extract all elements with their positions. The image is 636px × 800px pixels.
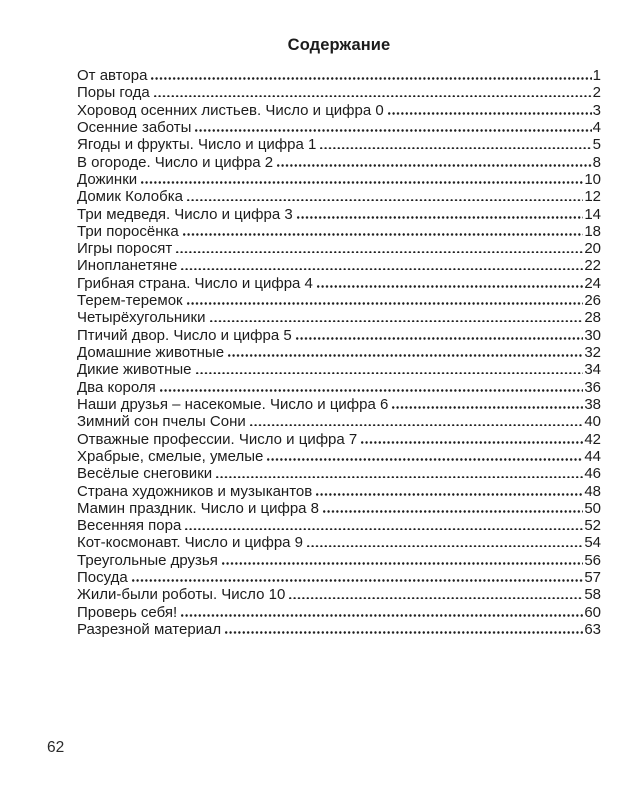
toc-entry (77, 569, 601, 586)
toc-entry-page: 48 (584, 482, 601, 500)
dot-leader (221, 562, 583, 565)
toc-entry-title: Домашние животные (77, 344, 225, 361)
folio-page-number: 62 (47, 739, 65, 756)
toc-entry-page: 63 (584, 621, 601, 638)
toc-entry-page: 14 (584, 205, 601, 223)
toc-entry-page: 1 (592, 67, 601, 84)
toc-entry (77, 327, 601, 344)
toc-entry-title: Три медведя. Число и цифра 3 (77, 205, 293, 223)
dot-leader (184, 528, 583, 531)
toc-entry-title: Весёлые снеговики (77, 465, 213, 483)
toc-entry-page: 40 (584, 413, 601, 431)
dot-leader (296, 216, 584, 219)
toc-entry (77, 413, 601, 430)
toc-entry-title: Четырёхугольники (77, 309, 206, 327)
toc-entry (77, 534, 601, 551)
dot-leader (180, 268, 583, 271)
toc-entry (77, 275, 601, 292)
toc-entry-page: 56 (584, 551, 601, 569)
toc-list (77, 67, 601, 638)
toc-entry (77, 604, 601, 621)
toc-entry-title: Грибная страна. Число и цифра 4 (77, 274, 313, 292)
dot-leader (306, 545, 583, 548)
toc-entry (77, 154, 601, 171)
toc-entry-page: 32 (584, 344, 601, 361)
toc-entry-title: Весенняя пора (77, 517, 182, 535)
toc-entry-title: Осенние заботы (77, 118, 192, 136)
toc-entry-title: Инопланетяне (77, 257, 178, 275)
toc-entry-page: 5 (592, 136, 601, 154)
toc-entry-page: 12 (584, 188, 601, 206)
dot-leader (180, 614, 583, 617)
toc-entry-page: 26 (584, 292, 601, 310)
toc-entry-title: Наши друзья – насекомые. Число и цифра 6 (77, 395, 389, 413)
toc-entry (77, 396, 601, 413)
dot-leader (387, 112, 592, 115)
dot-leader (295, 337, 584, 340)
toc-entry-page: 46 (584, 465, 601, 483)
toc-entry-title: Посуда (77, 569, 128, 587)
toc-entry (77, 102, 601, 119)
toc-entry-page: 2 (592, 84, 601, 102)
toc-entry-page: 24 (584, 274, 601, 292)
toc-entry-page: 44 (584, 447, 601, 465)
toc-entry (77, 309, 601, 326)
toc-entry-page: 4 (592, 118, 601, 136)
toc-entry (77, 465, 601, 482)
dot-leader (319, 147, 591, 150)
toc-entry-title: Кот-космонавт. Число и цифра 9 (77, 534, 304, 552)
toc-entry-title: Проверь себя! (77, 603, 178, 621)
toc-entry (77, 552, 601, 569)
toc-entry-title: Мамин праздник. Число и цифра 8 (77, 499, 320, 517)
toc-entry-title: Дикие животные (77, 361, 192, 379)
toc-entry-page: 18 (584, 222, 601, 240)
toc-entry-title: От автора (77, 67, 148, 84)
dot-leader (186, 199, 583, 202)
dot-leader (227, 354, 583, 357)
toc-entry-title: Отважные профессии. Число и цифра 7 (77, 430, 358, 448)
toc-entry-title: Три поросёнка (77, 222, 179, 240)
toc-entry (77, 136, 601, 153)
toc-entry-title: Птичий двор. Число и цифра 5 (77, 326, 292, 344)
dot-leader (182, 233, 584, 236)
dot-leader (159, 389, 584, 392)
dot-leader (186, 302, 584, 305)
toc-entry-title: Зимний сон пчелы Сони (77, 413, 246, 431)
toc-entry (77, 448, 601, 465)
toc-entry (77, 500, 601, 517)
page-title: Содержание (287, 36, 391, 54)
toc-entry-page: 3 (592, 101, 601, 119)
dot-leader (140, 181, 583, 184)
toc-entry-title: Треугольные друзья (77, 551, 218, 569)
dot-leader (249, 424, 584, 427)
dot-leader (288, 597, 583, 600)
toc-entry-page: 50 (584, 499, 601, 517)
toc-entry (77, 188, 601, 205)
toc-entry-title: Разрезной материал (77, 621, 222, 638)
dot-leader (316, 285, 583, 288)
toc-entry-title: Страна художников и музыкантов (77, 482, 313, 500)
toc-entry-page: 57 (584, 569, 601, 587)
dot-leader (215, 476, 583, 479)
toc-entry (77, 379, 601, 396)
dot-leader (224, 631, 583, 634)
toc-entry-title: Поры года (77, 84, 150, 102)
toc-entry (77, 257, 601, 274)
toc-entry-title: Игры поросят (77, 240, 173, 258)
dot-leader (153, 95, 592, 98)
dot-leader (194, 129, 591, 132)
toc-entry-page: 38 (584, 395, 601, 413)
toc-entry-title: Жили-были роботы. Число 10 (77, 586, 286, 604)
toc-entry-page: 42 (584, 430, 601, 448)
toc-entry-title: Ягоды и фрукты. Число и цифра 1 (77, 136, 317, 154)
dot-leader (360, 441, 583, 444)
toc-entry-title: Дожинки (77, 170, 138, 188)
toc-entry-page: 36 (584, 378, 601, 396)
toc-entry (77, 84, 601, 101)
dot-leader (131, 579, 584, 582)
toc-entry (77, 586, 601, 603)
dot-leader (175, 251, 583, 254)
toc-entry-title: В огороде. Число и цифра 2 (77, 153, 274, 171)
toc-entry-page: 10 (584, 170, 601, 188)
dot-leader (266, 458, 583, 461)
toc-entry-page: 60 (584, 603, 601, 621)
toc-entry-page: 20 (584, 240, 601, 258)
toc-entry-page: 54 (584, 534, 601, 552)
toc-entry (77, 483, 601, 500)
toc-entry-title: Терем-теремок (77, 292, 183, 310)
dot-leader (391, 406, 583, 409)
dot-leader (315, 493, 583, 496)
toc-entry-page: 28 (584, 309, 601, 327)
toc-entry-title: Домик Колобка (77, 188, 183, 206)
toc-entry (77, 431, 601, 448)
toc-entry (77, 344, 601, 361)
dot-leader (150, 77, 591, 80)
toc-entry-title: Храбрые, смелые, умелые (77, 447, 264, 465)
toc-entry-title: Два короля (77, 378, 156, 396)
toc-entry (77, 67, 601, 84)
dot-leader (209, 320, 584, 323)
toc-entry-page: 34 (584, 361, 601, 379)
toc-entry (77, 517, 601, 534)
toc-entry-page: 8 (592, 153, 601, 171)
toc-entry (77, 223, 601, 240)
toc-entry (77, 621, 601, 638)
toc-entry-page: 52 (584, 517, 601, 535)
toc-entry-page: 30 (584, 326, 601, 344)
toc-entry-page: 22 (584, 257, 601, 275)
dot-leader (195, 372, 584, 375)
toc-entry-title: Хоровод осенних листьев. Число и цифра 0 (77, 101, 384, 119)
toc-entry-page: 58 (584, 586, 601, 604)
toc-entry (77, 171, 601, 188)
dot-leader (276, 164, 592, 167)
toc-entry (77, 206, 601, 223)
toc-entry (77, 292, 601, 309)
dot-leader (322, 510, 583, 513)
toc-entry (77, 240, 601, 257)
toc-entry (77, 119, 601, 136)
toc-entry (77, 361, 601, 378)
